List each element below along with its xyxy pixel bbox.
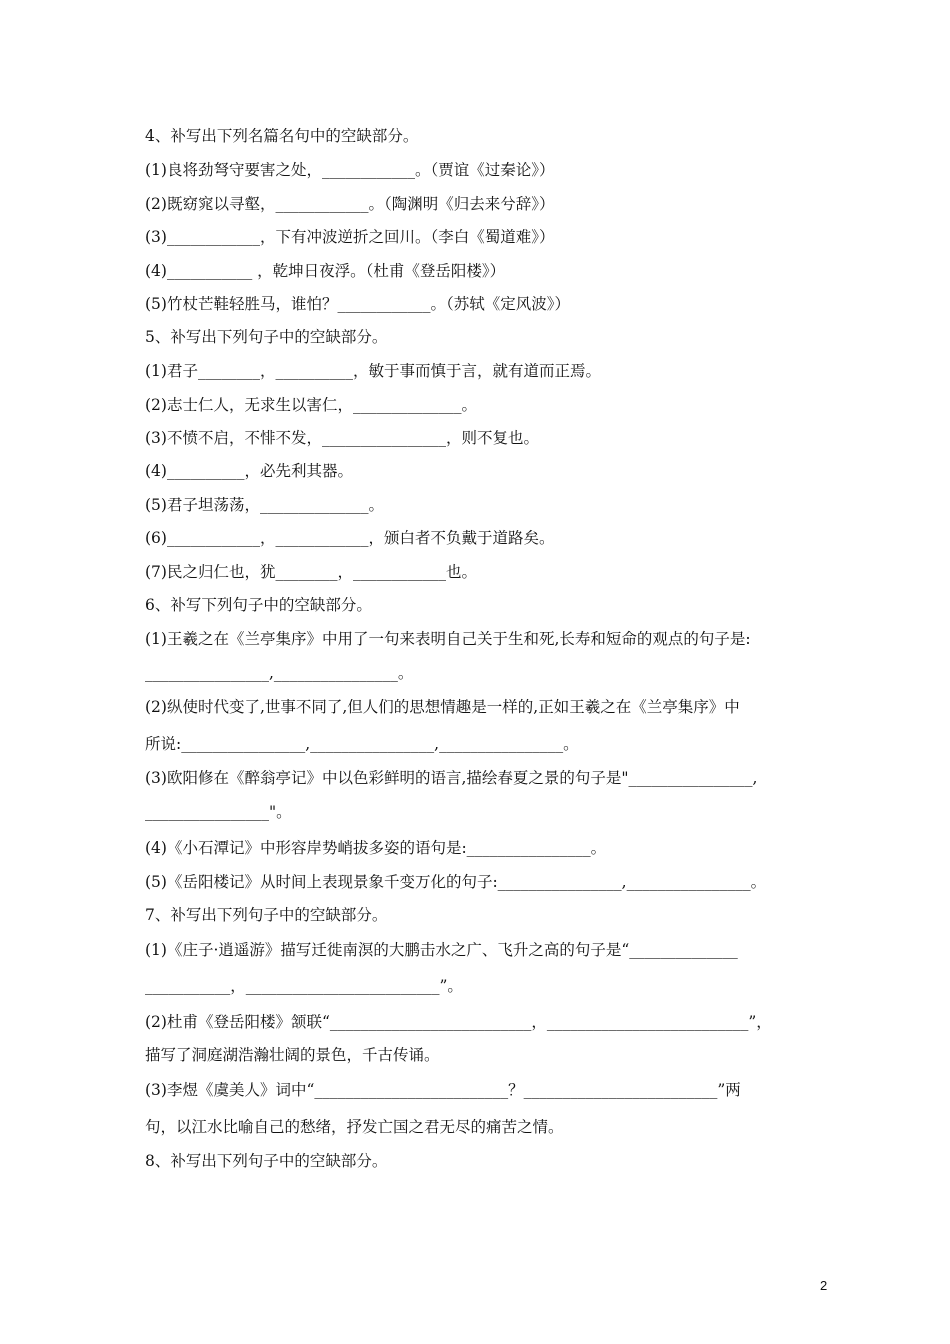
question-line: (4)《小石潭记》中形容岸势峭拔多姿的语句是:________________。	[145, 839, 607, 857]
question-line: (4)__________，必先利其器。	[145, 462, 353, 480]
question-line: (2)志士仁人，无求生以害仁，______________。	[145, 396, 477, 414]
question-line: ___________，_________________________”。	[145, 977, 463, 995]
question-line: (1)良将劲弩守要害之处，____________。（贾谊《过秦论》）	[145, 161, 555, 179]
question-8-heading: 8、补写出下列句子中的空缺部分。	[145, 1152, 388, 1170]
question-line: (5)竹杖芒鞋轻胜马，谁怕？____________。（苏轼《定风波》）	[145, 295, 570, 313]
question-line: (5)《岳阳楼记》从时间上表现景象千变万化的句子:________________,________________。	[145, 873, 767, 891]
question-line: (3)不愤不启，不悱不发，________________，则不复也。	[145, 429, 539, 447]
question-line: (3)欧阳修在《醉翁亭记》中以色彩鲜明的语言,描绘春夏之景的句子是"________________,	[145, 769, 758, 787]
question-line: (2)既窈窕以寻壑，____________。（陶渊明《归去来兮辞》）	[145, 195, 555, 213]
question-line: 描写了洞庭湖浩瀚壮阔的景色，千古传诵。	[145, 1046, 440, 1064]
question-7-heading: 7、补写出下列句子中的空缺部分。	[145, 906, 388, 924]
question-5-heading: 5、补写出下列句子中的空缺部分。	[145, 328, 388, 346]
question-line: (1)《庄子·逍遥游》描写迁徙南溟的大鹏击水之广、飞升之高的句子是“______________	[145, 941, 738, 959]
question-line: (4)___________ ，乾坤日夜浮。（杜甫《登岳阳楼》）	[145, 262, 506, 280]
page-number: 2	[820, 1278, 828, 1293]
question-6-heading: 6、补写下列句子中的空缺部分。	[145, 596, 372, 614]
question-line: (3)李煜《虞美人》词中“_________________________？_________________________”两	[145, 1081, 741, 1099]
question-line: ________________"。	[145, 803, 292, 821]
question-4-heading: 4、补写出下列名篇名句中的空缺部分。	[145, 127, 419, 145]
question-line: (2)杜甫《登岳阳楼》颔联“__________________________，__________________________”，	[145, 1013, 772, 1031]
question-line: (6)____________，____________，颁白者不负戴于道路矣。	[145, 529, 555, 547]
question-line: (1)君子________，__________，敏于事而慎于言，就有道而正焉。	[145, 362, 601, 380]
question-line: (5)君子坦荡荡，______________。	[145, 496, 384, 514]
question-line: (1)王羲之在《兰亭集序》中用了一句来表明自己关于生和死,长寿和短命的观点的句子是:	[145, 630, 751, 648]
question-line: (3)____________，下有冲波逆折之回川。（李白《蜀道难》）	[145, 228, 555, 246]
question-line: (2)纵使时代变了,世事不同了,但人们的思想情趣是一样的,正如王羲之在《兰亭集序》中	[145, 698, 740, 716]
question-line: 所说:________________,________________,________________。	[145, 735, 579, 753]
question-line: ________________,________________。	[145, 664, 414, 682]
question-line: 句，以江水比喻自己的愁绪，抒发亡国之君无尽的痛苦之情。	[145, 1118, 564, 1136]
question-line: (7)民之归仁也，犹________，____________也。	[145, 563, 477, 581]
